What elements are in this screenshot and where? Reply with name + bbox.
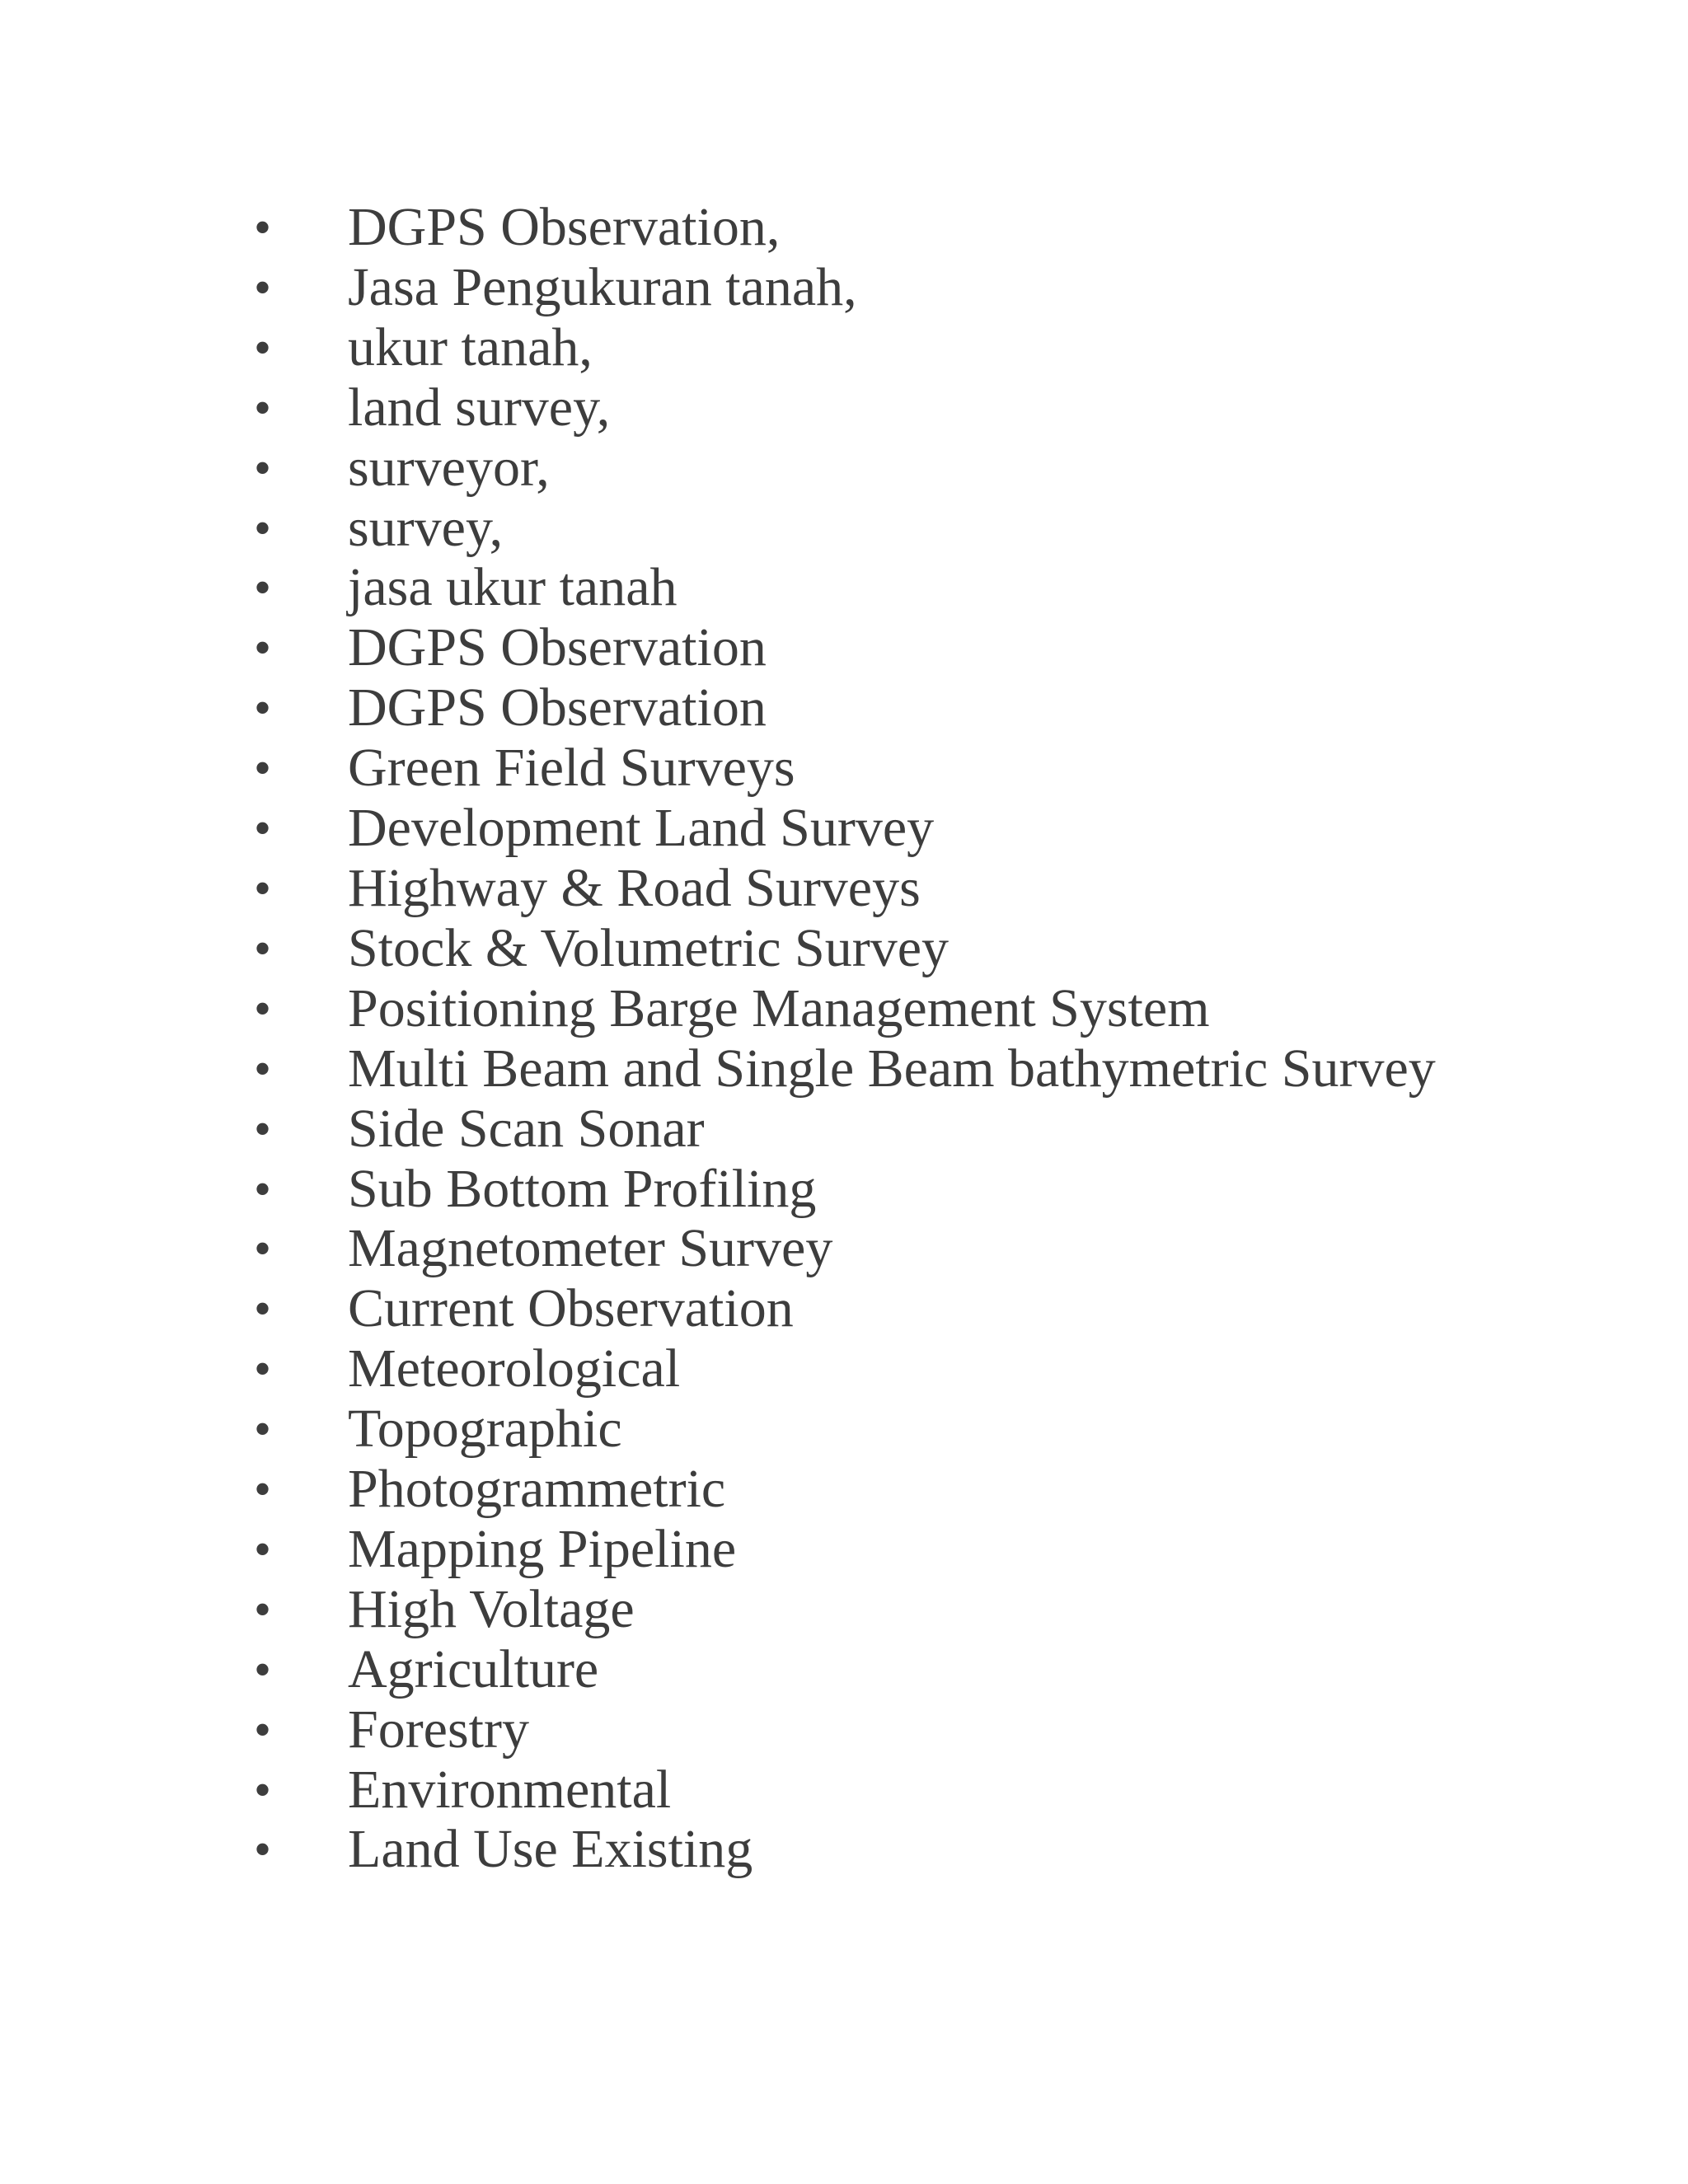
bullet-icon: • <box>254 1342 272 1397</box>
list-item <box>247 1399 1484 1460</box>
bullet-icon: • <box>254 801 272 856</box>
list-item-text: DGPS Observation <box>348 677 767 738</box>
list-item <box>247 258 1484 318</box>
list-item-text: ukur tanah, <box>348 316 593 377</box>
list-item-text: Development Land Survey <box>348 798 935 859</box>
bullet-icon: • <box>254 380 272 435</box>
bullet-icon: • <box>254 741 272 796</box>
list-item <box>247 499 1484 559</box>
list-item-text: Side Scan Sonar <box>348 1098 705 1159</box>
bullet-icon: • <box>254 1582 272 1637</box>
list-item <box>247 318 1484 378</box>
bullet-icon: • <box>254 1822 272 1877</box>
list-item-text: surveyor, <box>348 437 550 498</box>
list-item-text: Green Field Surveys <box>348 738 795 799</box>
list-item-text: High Voltage <box>348 1578 635 1639</box>
bullet-icon: • <box>254 860 272 916</box>
list-item-text: Mapping Pipeline <box>348 1518 737 1579</box>
list-item-text: Jasa Pengukuran tanah, <box>348 256 857 317</box>
list-item-text: Current Observation <box>348 1278 794 1339</box>
list-item <box>247 1520 1484 1580</box>
list-item-text: Positioning Barge Management System <box>348 977 1210 1038</box>
list-item <box>247 1339 1484 1399</box>
bullet-icon: • <box>254 500 272 555</box>
bullet-icon: • <box>254 1101 272 1156</box>
list-item-text: Photogrammetric <box>348 1459 726 1520</box>
list-item <box>247 1700 1484 1760</box>
list-item <box>247 438 1484 499</box>
bullet-icon: • <box>254 1462 272 1517</box>
bullet-icon: • <box>254 981 272 1036</box>
list-item <box>247 1760 1484 1821</box>
list-item-text: DGPS Observation, <box>348 197 781 257</box>
list-item <box>247 1279 1484 1339</box>
list-item-text: DGPS Observation <box>348 617 767 678</box>
list-item-text: Topographic <box>348 1399 622 1460</box>
list-item-text: land survey, <box>348 377 611 438</box>
bullet-icon: • <box>254 621 272 676</box>
bullet-icon: • <box>254 560 272 616</box>
list-item-text: Magnetometer Survey <box>348 1218 833 1279</box>
list-item-text: Multi Beam and Single Beam bathymetric Survey <box>348 1038 1436 1099</box>
list-item-text: Land Use Existing <box>348 1819 753 1880</box>
list-item-text: Forestry <box>348 1699 529 1760</box>
list-item <box>247 1099 1484 1160</box>
list-item-text: jasa ukur tanah <box>348 557 678 618</box>
bullet-icon: • <box>254 921 272 976</box>
list-item <box>247 1640 1484 1700</box>
bullet-icon: • <box>254 1282 272 1337</box>
list-item <box>247 1580 1484 1640</box>
bullet-icon: • <box>254 440 272 495</box>
bullet-icon: • <box>254 1642 272 1697</box>
list-item <box>247 919 1484 979</box>
list-item <box>247 1039 1484 1099</box>
list-item-text: Highway & Road Surveys <box>348 857 921 918</box>
list-item <box>247 378 1484 438</box>
list-item-text: survey, <box>348 497 504 558</box>
list-item-text: Environmental <box>348 1759 672 1820</box>
list-item <box>247 799 1484 859</box>
list-item <box>247 859 1484 919</box>
bullet-icon: • <box>254 1041 272 1096</box>
list-item <box>247 1219 1484 1279</box>
bullet-icon: • <box>254 320 272 375</box>
list-item <box>247 1160 1484 1220</box>
bullet-icon: • <box>254 1762 272 1817</box>
bullet-icon: • <box>254 260 272 315</box>
list-item-text: Agriculture <box>348 1638 599 1699</box>
services-bullet-list <box>247 198 1484 1880</box>
list-item <box>247 979 1484 1039</box>
bullet-icon: • <box>254 1161 272 1216</box>
bullet-icon: • <box>254 1221 272 1277</box>
bullet-icon: • <box>254 1521 272 1577</box>
list-item <box>247 678 1484 738</box>
bullet-icon: • <box>254 1702 272 1757</box>
list-item <box>247 1820 1484 1880</box>
list-item <box>247 738 1484 799</box>
list-item <box>247 558 1484 618</box>
list-item-text: Meteorological <box>348 1338 681 1399</box>
list-item-text: Stock & Volumetric Survey <box>348 917 950 978</box>
bullet-icon: • <box>254 681 272 736</box>
list-item <box>247 1460 1484 1520</box>
list-item <box>247 618 1484 678</box>
list-item-text: Sub Bottom Profiling <box>348 1158 817 1219</box>
bullet-icon: • <box>254 1402 272 1457</box>
list-item <box>247 198 1484 258</box>
bullet-icon: • <box>254 200 272 255</box>
